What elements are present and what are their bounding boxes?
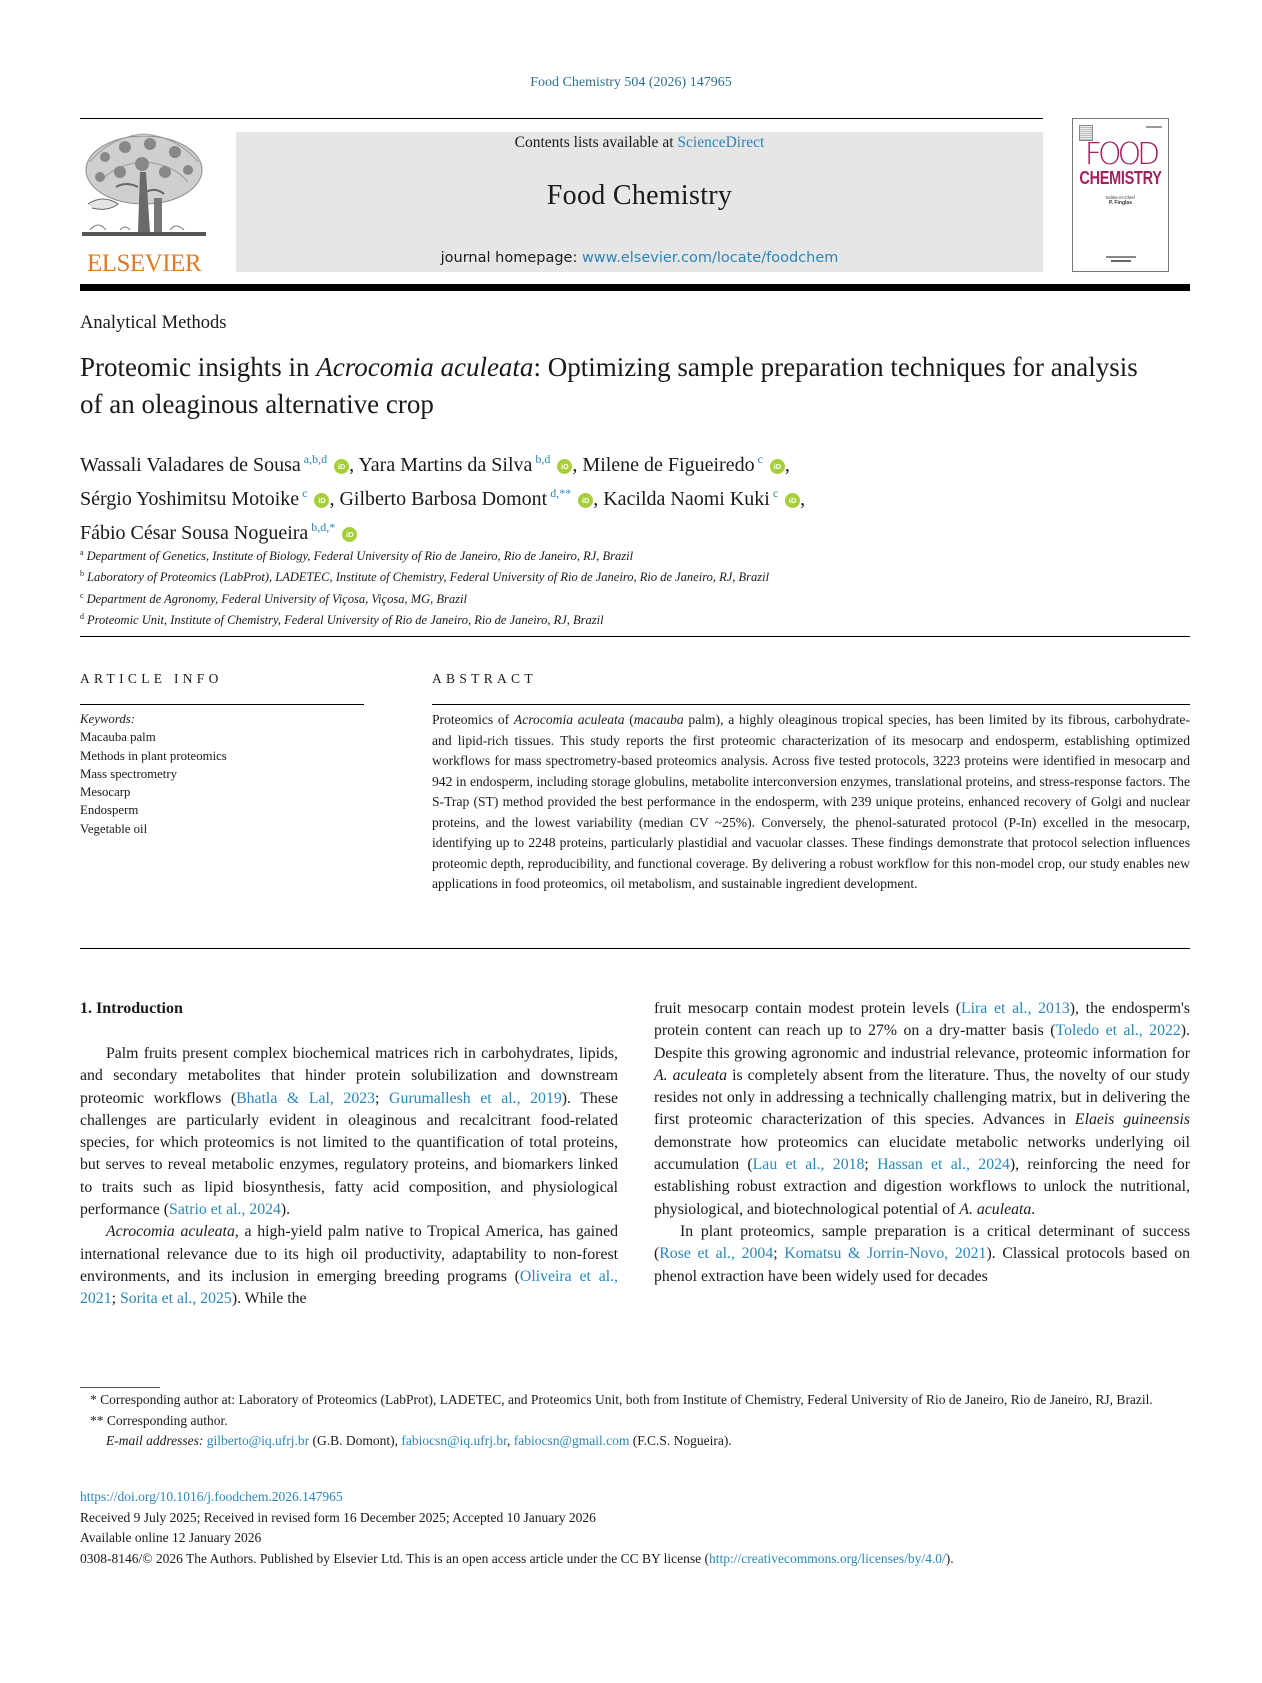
citation-link[interactable]: Gurumallesh et al., 2019 — [389, 1089, 562, 1107]
keyword-item: Macauba palm — [80, 730, 156, 745]
abstract-rule — [432, 704, 1190, 705]
author-affiliation-marks[interactable]: a,b,d — [303, 452, 328, 466]
footnotes — [80, 1390, 1190, 1452]
header-thick-rule — [80, 284, 1190, 291]
author-name[interactable]: Gilberto Barbosa Domont — [339, 488, 548, 510]
author-name[interactable]: Sérgio Yoshimitsu Motoike — [80, 488, 300, 510]
doi-link[interactable]: https://doi.org/10.1016/j.foodchem.2026.147965 — [80, 1489, 343, 1504]
author-affiliation-marks[interactable]: d,** — [550, 486, 572, 500]
header-top-rule — [80, 118, 1043, 119]
author-affiliation-marks[interactable]: c — [772, 486, 779, 500]
keyword-item: Mass spectrometry — [80, 766, 178, 781]
article-section-type: Analytical Methods — [80, 313, 227, 333]
affiliation-item: $^a$ Department of Genetics, Institute of Biology, Federal University of Rio de Janeiro, Rio de Janeiro, RJ, Brazil — [80, 548, 634, 563]
citation-link[interactable]: Rose et al., 2004 — [659, 1245, 774, 1263]
orcid-icon[interactable]: iD — [770, 459, 785, 474]
journal-homepage-line: journal homepage: www.elsevier.com/locate/foodchem — [440, 250, 839, 266]
citation-link[interactable]: Toledo et al., 2022 — [1055, 1022, 1181, 1040]
citation-link[interactable]: Bhatla & Lal, 2023 — [236, 1089, 376, 1107]
cover-editor: Editor-in-Chief P. Finglas — [1106, 195, 1135, 206]
article-info-heading: ARTICLE INFO — [80, 671, 223, 686]
contents-available-line: Contents lists available at ScienceDirect — [514, 134, 765, 151]
affiliation-item: $^b$ Laboratory of Proteomics (LabProt), LADETEC, Institute of Chemistry, Federal University of Rio de Janeiro, Rio de Janeiro, RJ, Brazil — [80, 569, 770, 585]
cover-chemistry-word: CHEMISTRY — [1079, 169, 1162, 189]
keywords-label: Keywords: — [80, 712, 135, 726]
citation-link[interactable]: Oliveira et al., 2021 — [80, 1267, 618, 1308]
author-name[interactable]: Yara Martins da Silva — [358, 454, 533, 476]
journal-reference-link[interactable]: Food Chemistry 504 (2026) 147965 — [530, 75, 732, 90]
email-link[interactable]: fabiocsn@gmail.com — [513, 1433, 630, 1448]
author-affiliation-marks[interactable]: b,d,* — [311, 520, 336, 534]
author-affiliation-marks[interactable]: c — [302, 486, 308, 500]
author-list: Wassali Valadares de Sousa $^{a,b,d}$ iD , Yara Martins da Silva $^{b,d}$ iD , Milene de Figueiredo $^c$ iD , Sérgio Yoshimitsu Motoike $^c$ iD , Gilberto Barbosa Domont $^{d,**}$ iD , Kacilda Naomi Kuki $^c$ iD , Fábio César Sousa Nogueira $^{b,d,*}$ iD — [80, 452, 806, 544]
cover-footer-mark — [1106, 256, 1136, 258]
license-link[interactable]: http://creativecommons.org/licenses/by/4.0/ — [709, 1550, 946, 1566]
keyword-item: Endosperm — [80, 803, 139, 818]
abstract-heading: ABSTRACT — [432, 671, 537, 686]
sciencedirect-link[interactable]: ScienceDirect — [677, 134, 765, 151]
email-link[interactable]: gilberto@iq.ufrj.br — [206, 1433, 310, 1448]
orcid-icon[interactable]: iD — [342, 527, 357, 542]
affiliation-item: $^c$ Department de Agronomy, Federal University of Viçosa, Viçosa, MG, Brazil — [80, 590, 467, 606]
affiliation-item: $^d$ Proteomic Unit, Institute of Chemistry, Federal University of Rio de Janeiro, Rio de Janeiro, RJ, Brazil — [80, 611, 604, 627]
keyword-item: Vegetable oil — [80, 821, 148, 836]
cover-footer-mark — [1111, 260, 1131, 262]
abstract-bottom-divider — [80, 948, 1190, 949]
article-info-rule — [80, 704, 364, 705]
intro-paragraph-2-start: Acrocomia aculeata, a high-yield palm native to Tropical America, has gained international relevance due to its high oil productivity, adaptability to non-forest environments, and its inclusion in emerging breeding programs (Oliveira et al., 2021; Sorita et al., 2025). While the — [80, 1223, 618, 1308]
article-title: Proteomic insights in Acrocomia aculeata: Optimizing sample preparation techniques for analysis of an oleaginous alternative crop — [80, 352, 1138, 419]
citation-link[interactable]: Sorita et al., 2025 — [119, 1290, 232, 1308]
author-affiliation-marks[interactable]: c — [757, 452, 763, 466]
author-name[interactable]: Milene de Figueiredo — [582, 454, 755, 476]
cover-food-word: FOOD — [1084, 137, 1157, 172]
abstract-text: Proteomics of Acrocomia aculeata (macauba palm), a highly oleaginous tropical species, has been limited by its fibrous, carbohydrate- and lipid-rich tissues. This study reports the first proteomic characterization of its mesocarp and endosperm, establishing optimized workflows for mass spectrometry-based proteomics analysis. Across five tested protocols, 3223 proteins were identified in mesocarp and 942 in endosperm, including storage globulins, metabolite interconversion enzymes, translational proteins, and stress-response factors. The S-Trap (ST) method provided the best performance in the endosperm, with 239 unique proteins, enhanced recovery of Golgi and nuclear proteins, and the lowest variability (median CV ~25%). Conversely, the phenol-saturated protocol (P-In) excelled in the mesocarp, identifying up to 2248 proteins, particularly plastidial and vacuolar classes. These findings demonstrate that protocol selection influences proteomic depth, reproducibility, and functional coverage. By delivering a robust workflow for this non-model crop, our study enables new applications in food proteomics, oil metabolism, and sustainable ingredient development. — [432, 712, 1190, 891]
citation-link[interactable]: Satrio et al., 2024 — [169, 1201, 281, 1219]
journal-homepage-link[interactable]: www.elsevier.com/locate/foodchem — [581, 250, 839, 266]
journal-banner — [236, 132, 1043, 272]
publication-history: Received 9 July 2025; Received in revised form 16 December 2025; Accepted 10 January 2026 — [80, 1509, 596, 1525]
keyword-item: Methods in plant proteomics — [80, 748, 227, 763]
citation-link[interactable]: Lau et al., 2018 — [752, 1156, 865, 1174]
orcid-icon[interactable]: iD — [578, 493, 593, 508]
body-column-left — [80, 1043, 618, 1311]
intro-paragraph-2-continued: fruit mesocarp contain modest protein levels (Lira et al., 2013), the endosperm's protein content can reach up to 27% on a dry-matter basis (Toledo et al., 2022). Despite this growing agronomic and industrial relevance, proteomic information for A. aculeata is completely absent from the literature. Thus, the novelty of our study resides not only in addressing a technically challenging matrix, but in delivering the first proteomic characterization of this species. Advances in Elaeis guineensis demonstrate how proteomics can elucidate metabolic networks underlying oil accumulation (Lau et al., 2018; Hassan et al., 2024), reinforcing the need for establishing robust extraction and digestion workflows to unlock the nutritional, physiological, and biotechnological potential of A. aculeata. — [654, 1000, 1191, 1218]
footnote-corresponding-1: * Corresponding author at: Laboratory of Proteomics (LabProt), LADETEC, and Proteomics Unit, both from Institute of Chemistry, Federal University of Rio de Janeiro, Rio de Janeiro, RJ, Brazil. — [90, 1392, 1153, 1407]
intro-paragraph-3: In plant proteomics, sample preparation is a critical determinant of success (Rose et al., 2004; Komatsu & Jorrin-Novo, 2021). Classical protocols based on phenol extraction have been widely used for decades — [654, 1222, 1190, 1285]
publication-info — [80, 1487, 1190, 1569]
author-affiliation-marks[interactable]: b,d — [535, 452, 551, 466]
introduction-heading: 1. Introduction — [80, 1000, 183, 1017]
elsevier-wordmark: ELSEVIER — [86, 250, 202, 277]
affiliation-divider — [80, 636, 1190, 637]
keyword-item: Mesocarp — [80, 785, 131, 800]
author-name[interactable]: Wassali Valadares de Sousa — [80, 454, 301, 476]
orcid-icon[interactable]: iD — [334, 459, 349, 474]
footnote-emails: E-mail addresses: gilberto@iq.ufrj.br (G.B. Domont), fabiocsn@iq.ufrj.br, fabiocsn@gmail.com (F.C.S. Nogueira). — [106, 1433, 732, 1448]
email-link[interactable]: fabiocsn@iq.ufrj.br — [401, 1433, 508, 1448]
cover-issn-mark — [1146, 126, 1162, 128]
footnote-corresponding-2: ** Corresponding author. — [90, 1412, 228, 1428]
journal-title: Food Chemistry — [546, 180, 733, 211]
author-name[interactable]: Kacilda Naomi Kuki — [603, 488, 770, 510]
footnote-rule — [80, 1387, 160, 1388]
available-online: Available online 12 January 2026 — [80, 1530, 262, 1545]
elsevier-tree-icon — [80, 132, 208, 244]
citation-link[interactable]: Lira et al., 2013 — [961, 1000, 1070, 1017]
citation-link[interactable]: Komatsu & Jorrin-Novo, 2021 — [784, 1245, 987, 1263]
body-column-right — [654, 998, 1190, 1288]
orcid-icon[interactable]: iD — [314, 493, 329, 508]
affiliation-list — [80, 544, 1180, 629]
keywords-list — [80, 710, 360, 838]
journal-cover-thumbnail[interactable] — [1072, 118, 1169, 272]
intro-paragraph-1: Palm fruits present complex biochemical matrices rich in carbohydrates, lipids, and secondary metabolites that hinder protein solubilization and downstream proteomic workflows (Bhatla & Lal, 2023; Gurumallesh et al., 2019). These challenges are particularly evident in oleaginous and recalcitrant food-related species, for which proteomics is not limited to the quantification of total proteins, but serves to reveal metabolic enzymes, regulatory proteins, and biomarkers linked to traits such as lipid biosynthesis, fatty acid composition, and physiological performance (Satrio et al., 2024). — [80, 1045, 618, 1219]
license-line: 0308-8146/© 2026 The Authors. Published by Elsevier Ltd. This is an open access article under the CC BY license (http://creativecommons.org/licenses/by/4.0/). — [80, 1550, 954, 1566]
orcid-icon[interactable]: iD — [557, 459, 572, 474]
citation-link[interactable]: Hassan et al., 2024 — [877, 1156, 1010, 1174]
author-name[interactable]: Fábio César Sousa Nogueira — [80, 522, 309, 544]
orcid-icon[interactable]: iD — [785, 493, 800, 508]
elsevier-logo[interactable] — [80, 132, 208, 278]
